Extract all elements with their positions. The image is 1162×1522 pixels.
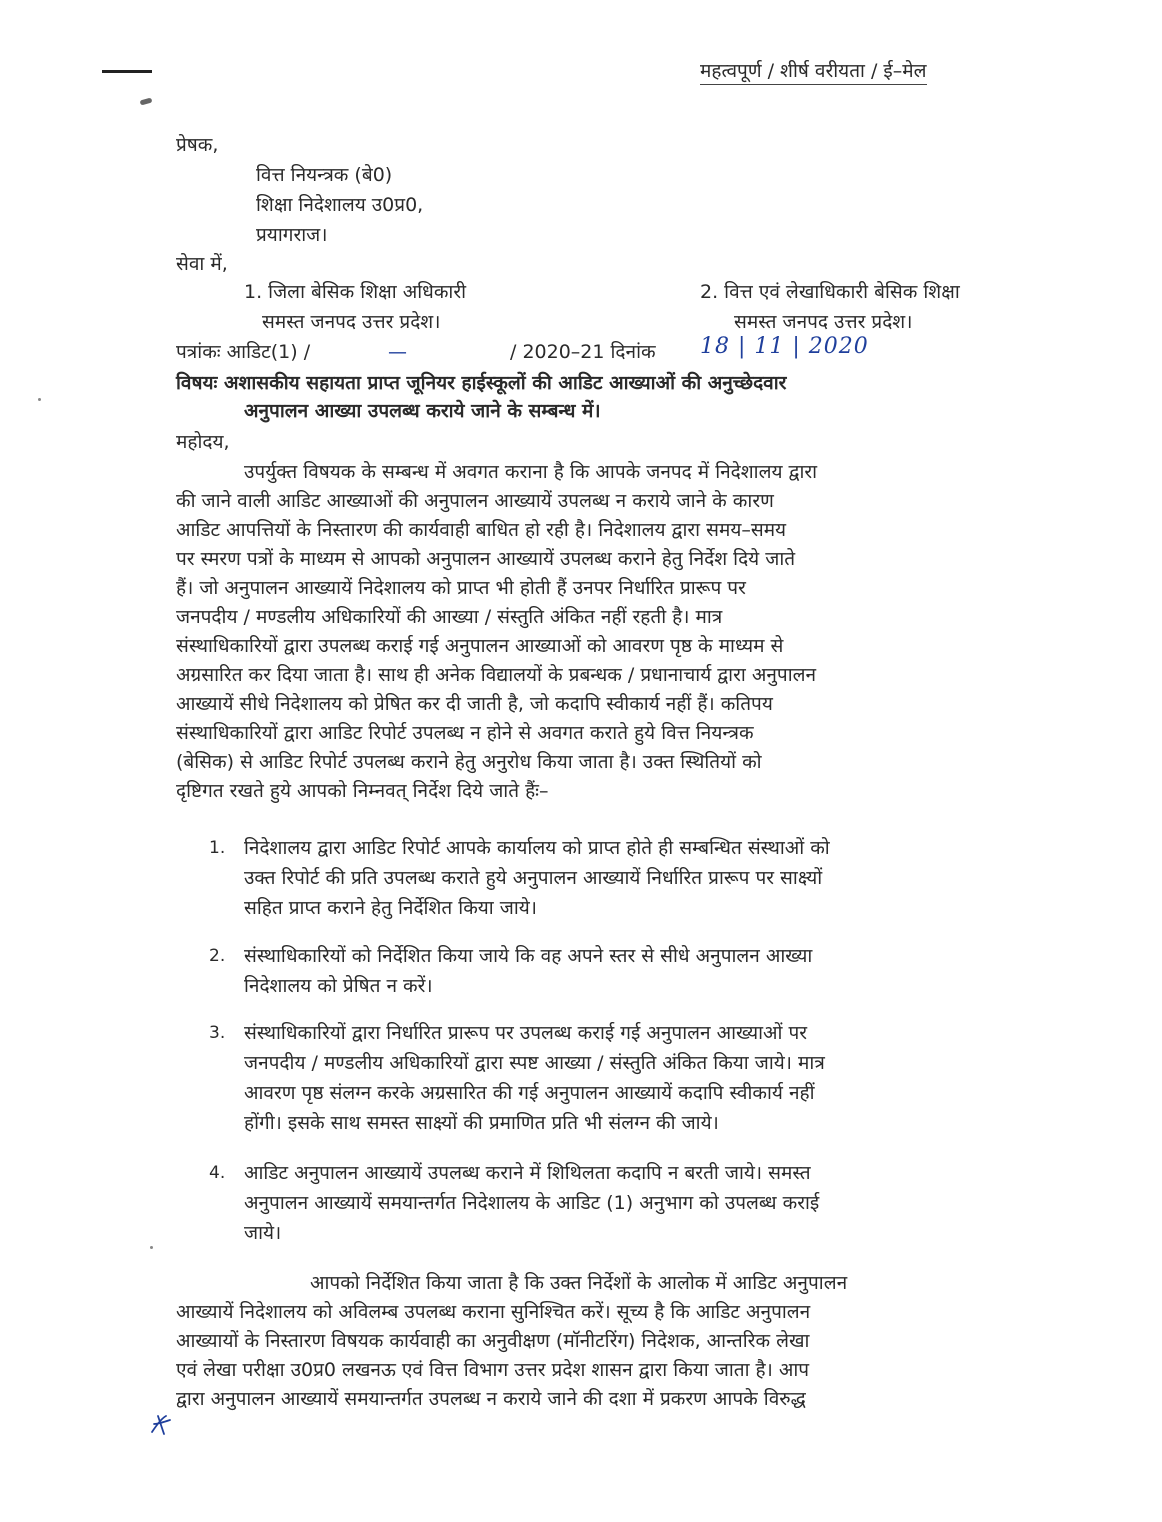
handwritten-date: 18 | 11 | 2020 [700,334,869,359]
recipient-2-sub: समस्त जनपद उत्तर प्रदेश। [734,311,913,333]
recipient-label: सेवा में, [176,253,228,275]
directive-line: आवरण पृष्ठ संलग्न करके अग्रसारित की गई अनुपालन आख्यायें कदापि स्वीकार्य नहीं [244,1082,815,1104]
paragraph-1-line: (बेसिक) से आडिट रिपोर्ट उपलब्ध कराने हेतु अनुरोध किया जाता है। उक्त स्थितियों को [176,751,762,773]
directive-line: आडिट अनुपालन आख्यायें उपलब्ध कराने में शिथिलता कदापि न बरती जाये। समस्त [244,1162,811,1184]
sender-city: प्रयागराज। [256,224,328,246]
directive-line: उक्त रिपोर्ट की प्रति उपलब्ध कराते हुये अनुपालन आख्यायें निर्धारित प्रारूप पर साक्ष्यों [244,867,823,889]
sender-office: शिक्षा निदेशालय उ0प्र0, [256,194,424,216]
paragraph-1-line: दृष्टिगत रखते हुये आपको निम्नवत् निर्देश दिये जाते हैंः– [176,780,549,802]
directive-line: होंगी। इसके साथ समस्त साक्ष्यों की प्रमाणित प्रति भी संलग्न की जाये। [244,1112,719,1134]
margin-dash-mark [102,70,152,73]
directive-number: 2. [209,946,226,966]
margin-ink-dot [140,98,153,106]
paragraph-1-line: अग्रसारित कर दिया जाता है। साथ ही अनेक विद्यालयों के प्रबन्धक / प्रधानाचार्य द्वारा अनुपालन [176,664,817,686]
reference-number: पत्रांकः आडिट(1) / [176,341,311,363]
recipient-2-title: 2. वित्त एवं लेखाधिकारी बेसिक शिक्षा [700,281,960,303]
reference-dash: — [388,341,407,363]
reference-year-date-label: / 2020–21 दिनांक [510,341,656,363]
initials-scribble [148,1412,174,1438]
directive-line: संस्थाधिकारियों को निर्देशित किया जाये कि वह अपने स्तर से सीधे अनुपालन आख्या [244,945,813,967]
scan-speck [38,398,41,401]
paragraph-1-line: संस्थाधिकारियों द्वारा आडिट रिपोर्ट उपलब्ध न होने से अवगत कराते हुये वित्त नियन्त्रक [176,722,754,744]
paragraph-2-line: द्वारा अनुपालन आख्यायें समयान्तर्गत उपलब्ध न कराये जाने की दशा में प्रकरण आपके विरुद्ध [176,1388,806,1410]
sender-label: प्रेषक, [176,134,219,156]
paragraph-1-line: हैं। जो अनुपालन आख्यायें निदेशालय को प्राप्त भी होती हैं उनपर निर्धारित प्रारूप पर [176,577,746,599]
directive-line: जाये। [244,1222,282,1244]
scan-speck [150,1246,153,1249]
subject-line-1: विषयः अशासकीय सहायता प्राप्त जूनियर हाईस्कूलों की आडिट आख्याओं की अनुच्छेदवार [176,372,787,394]
directive-line: संस्थाधिकारियों द्वारा निर्धारित प्रारूप पर उपलब्ध कराई गई अनुपालन आख्याओं पर [244,1022,808,1044]
paragraph-1-line: उपर्युक्त विषयक के सम्बन्ध में अवगत कराना है कि आपके जनपद में निदेशालय द्वारा [244,461,818,483]
paragraph-2-line: एवं लेखा परीक्षा उ0प्र0 लखनऊ एवं वित्त विभाग उत्तर प्रदेश शासन द्वारा किया जाता है। आप [176,1359,810,1381]
salutation: महोदय, [176,431,230,453]
directive-line: निदेशालय को प्रेषित न करें। [244,975,433,997]
paragraph-1-line: जनपदीय / मण्डलीय अधिकारियों की आख्या / संस्तुति अंकित नहीं रहती है। मात्र [176,606,723,628]
directive-line: निदेशालय द्वारा आडिट रिपोर्ट आपके कार्यालय को प्राप्त होते ही सम्बन्धित संस्थाओं को [244,837,830,859]
sender-designation: वित्त नियन्त्रक (बे0) [256,164,393,186]
paragraph-2-line: आख्यायें निदेशालय को अविलम्ब उपलब्ध कराना सुनिश्चित करें। सूच्य है कि आडिट अनुपालन [176,1301,811,1323]
paragraph-1-line: आख्यायें सीधे निदेशालय को प्रेषित कर दी जाती है, जो कदापि स्वीकार्य नहीं हैं। कतिपय [176,693,773,715]
paragraph-1-line: आडिट आपत्तियों के निस्तारण की कार्यवाही बाधित हो रही है। निदेशालय द्वारा समय–समय [176,519,787,541]
paragraph-2-line: आख्यायों के निस्तारण विषयक कार्यवाही का अनुवीक्षण (मॉनीटरिंग) निदेशक, आन्तरिक लेखा [176,1330,810,1352]
paragraph-1-line: पर स्मरण पत्रों के माध्यम से आपको अनुपालन आख्यायें उपलब्ध कराने हेतु निर्देश दिये जाते [176,548,796,570]
paragraph-2-line: आपको निर्देशित किया जाता है कि उक्त निर्देशों के आलोक में आडिट अनुपालन [310,1272,848,1294]
recipient-1-sub: समस्त जनपद उत्तर प्रदेश। [262,311,441,333]
paragraph-1-line: संस्थाधिकारियों द्वारा उपलब्ध कराई गई अनुपालन आख्याओं को आवरण पृष्ठ के माध्यम से [176,635,784,657]
directive-line: जनपदीय / मण्डलीय अधिकारियों द्वारा स्पष्ट आख्या / संस्तुति अंकित किया जाये। मात्र [244,1052,825,1074]
paragraph-1-line: की जाने वाली आडिट आख्याओं की अनुपालन आख्यायें उपलब्ध न कराये जाने के कारण [176,490,774,512]
directive-number: 1. [209,838,226,858]
directive-number: 4. [209,1163,226,1183]
directive-number: 3. [209,1023,226,1043]
recipient-1-title: 1. जिला बेसिक शिक्षा अधिकारी [244,281,467,303]
directive-line: अनुपालन आख्यायें समयान्तर्गत निदेशालय के आडिट (1) अनुभाग को उपलब्ध कराई [244,1192,820,1214]
directive-line: सहित प्राप्त कराने हेतु निर्देशित किया जाये। [244,897,538,919]
priority-header: महत्वपूर्ण / शीर्ष वरीयता / ई–मेल [700,58,927,85]
subject-line-2: अनुपालन आख्या उपलब्ध कराये जाने के सम्बन्ध में। [244,400,601,422]
